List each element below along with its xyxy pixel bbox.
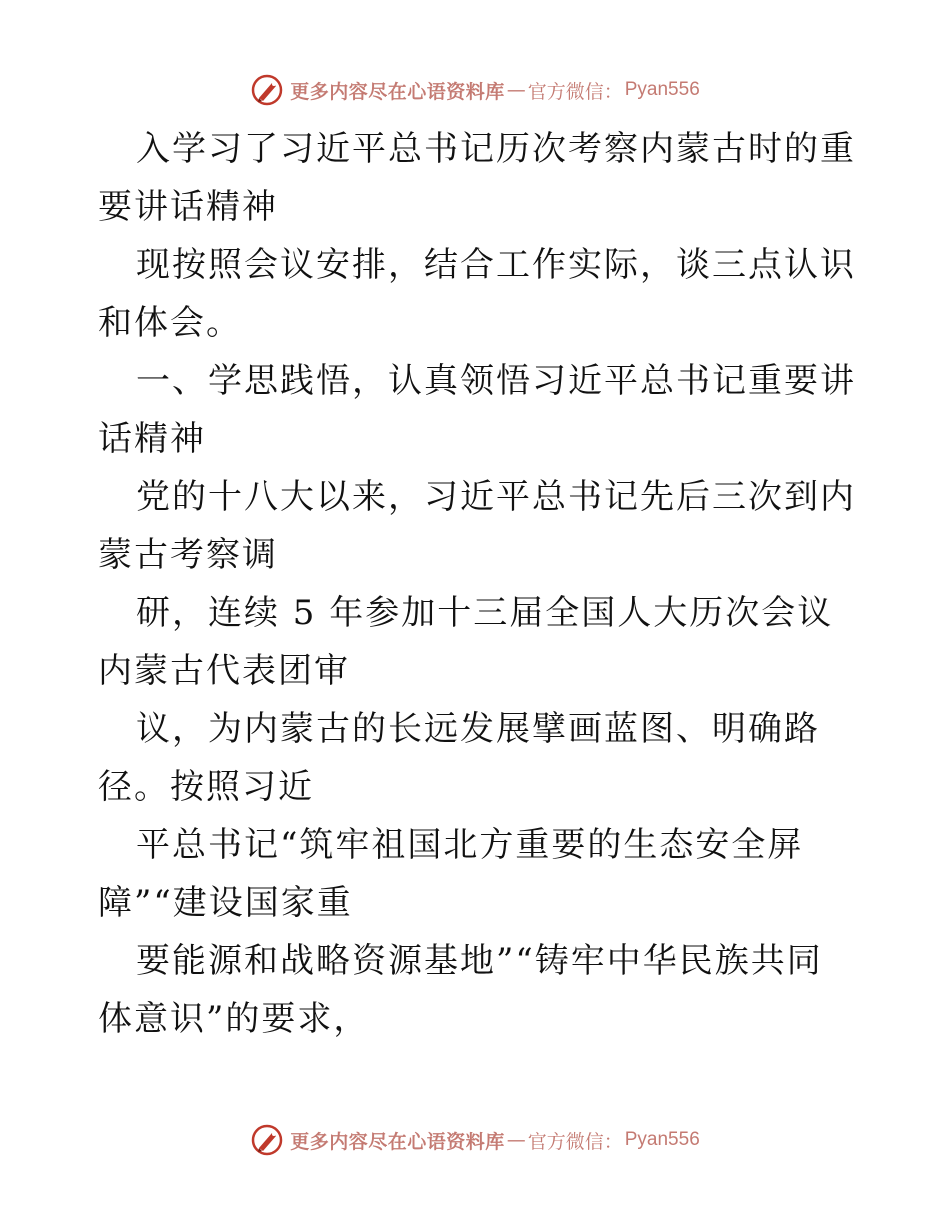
document-body [98, 120, 858, 1048]
paragraph: 平总书记“筑牢祖国北方重要的生态安全屏障”“建设国家重 [98, 825, 804, 923]
watermark-official-label: 官方微信： [527, 1130, 623, 1153]
watermark-main-text: 更多内容尽在心语资料库 [290, 80, 505, 103]
paragraph: 一、学思践悟，认真领悟习近平总书记重要讲话精神 [98, 361, 856, 459]
paragraph: 议，为内蒙古的长远发展擘画蓝图、明确路径。按照习近 [98, 709, 820, 807]
paragraph: 要能源和战略资源基地”“铸牢中华民族共同体意识”的要求， [98, 941, 823, 1039]
footer-watermark [0, 1120, 950, 1160]
watermark-wechat-id: Pyan556 [624, 79, 700, 100]
watermark-official-label: 官方微信： [527, 80, 623, 103]
pen-logo-icon [250, 73, 284, 107]
watermark-main-text: 更多内容尽在心语资料库 [290, 1130, 505, 1153]
watermark-wechat-id: Pyan556 [624, 1129, 700, 1150]
paragraph: 现按照会议安排，结合工作实际，谈三点认识和体会。 [98, 245, 856, 343]
paragraph: 入学习了习近平总书记历次考察内蒙古时的重要讲话精神 [98, 129, 856, 227]
watermark-dash: — [506, 1129, 526, 1151]
watermark-dash: — [506, 79, 526, 101]
pen-logo-icon [250, 1123, 284, 1157]
paragraph: 党的十八大以来，习近平总书记先后三次到内蒙古考察调 [98, 477, 856, 575]
header-watermark [0, 70, 950, 110]
paragraph: 研，连续 5 年参加十三届全国人大历次会议内蒙古代表团审 [98, 593, 834, 691]
